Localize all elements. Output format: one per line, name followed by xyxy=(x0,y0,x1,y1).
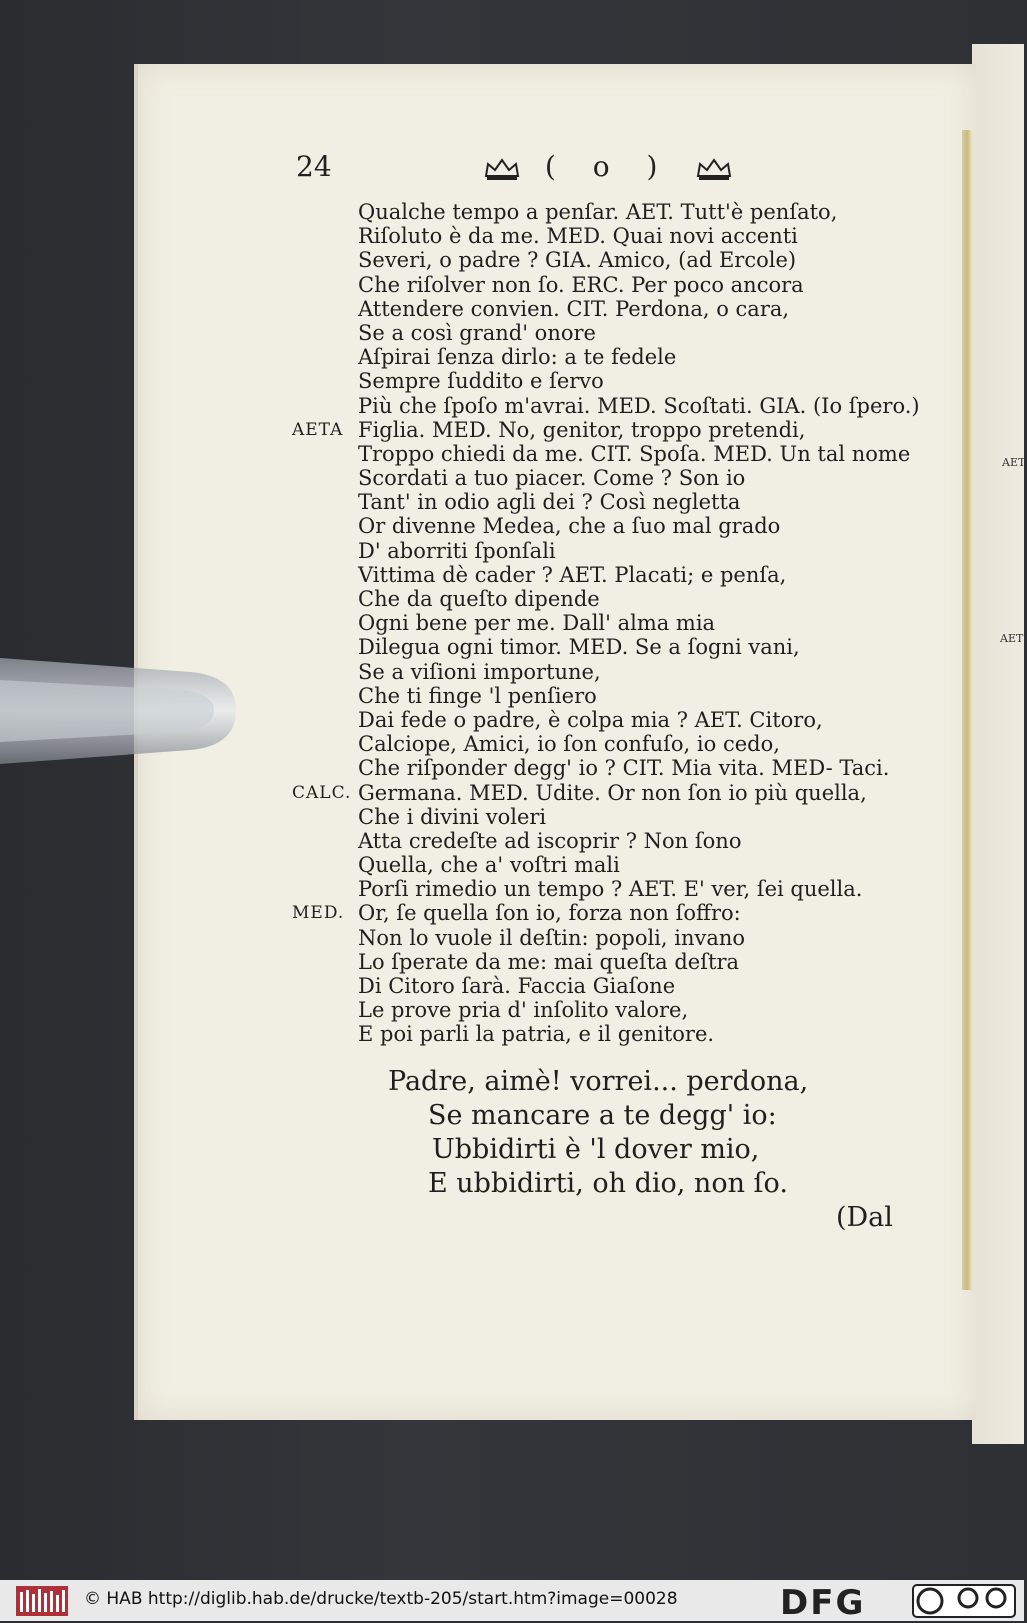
side-mark: AET. xyxy=(1002,456,1027,469)
text-line xyxy=(292,805,932,829)
verse-text: Calciope, Amici, io ſon confuſo, io cedo, xyxy=(358,732,780,757)
verse-text: Che da queſto dipende xyxy=(358,587,600,611)
dfg-logo: DFG xyxy=(780,1583,866,1623)
verse-text: Che riſponder degg' io ? CIT. Mia vita. MED- Taci. xyxy=(358,756,890,781)
verse-text: Quella, che a' voſtri mali xyxy=(358,853,620,878)
cc-license-icon[interactable] xyxy=(912,1584,1016,1618)
verse-text: Che riſolver non ſo. ERC. Per poco ancora xyxy=(358,272,804,297)
running-head xyxy=(296,150,916,190)
verse-text: Porſi rimedio un tempo ? AET. E' ver, ſei quella. xyxy=(358,877,863,902)
text-line xyxy=(292,297,932,321)
text-line xyxy=(292,200,932,224)
verse-text: Vittima dè cader ? AET. Placati; e penſa, xyxy=(358,562,787,587)
text-line xyxy=(292,684,932,708)
dialogue-text xyxy=(292,200,932,1047)
verse-text: Or, ſe quella ſon io, forza non ſoffro: xyxy=(358,901,741,926)
verse-text: Non lo vuole il deſtin: popoli, invano xyxy=(358,925,746,950)
speaker-label: AETA xyxy=(292,419,344,440)
text-line xyxy=(292,466,932,490)
aria-line: E ubbidirti, oh dio, non ſo. xyxy=(428,1168,788,1199)
verse-text: Germana. MED. Udite. Or non ſon io più quella, xyxy=(358,780,867,805)
head-center-text: ( o ) xyxy=(544,150,672,183)
text-line xyxy=(292,635,932,659)
facing-page xyxy=(972,44,1027,1444)
text-line xyxy=(292,1022,932,1046)
text-line xyxy=(292,950,932,974)
text-line xyxy=(292,974,932,998)
verse-text: E poi parli la patria, e il genitore. xyxy=(358,1022,715,1047)
verse-text: Dai fede o padre, è colpa mia ? AET. Citoro, xyxy=(358,707,823,732)
verse-text: D' aborriti ſponſali xyxy=(358,538,556,563)
text-line xyxy=(292,418,932,442)
verse-text: Più che ſpoſo m'avrai. MED. Scoſtati. GIA. (Io ſpero.) xyxy=(358,393,920,418)
text-line xyxy=(292,611,932,635)
verse-text: Attendere convien. CIT. Perdona, o cara, xyxy=(358,296,790,321)
hab-logo-icon xyxy=(16,1586,68,1616)
text-line xyxy=(292,998,932,1022)
crown-icon xyxy=(482,156,522,182)
aria-line: Se mancare a te degg' io: xyxy=(428,1100,777,1131)
verse-text: Riſoluto è da me. MED. Quai novi accenti xyxy=(358,224,798,249)
verse-text: Atta credeſte ad iscoprir ? Non ſono xyxy=(358,828,742,853)
text-line xyxy=(292,587,932,611)
text-line xyxy=(292,781,932,805)
speaker-label: CALC. xyxy=(292,782,352,803)
page-number: 24 xyxy=(296,150,332,183)
verse-text: Se a viſioni importune, xyxy=(358,659,601,684)
speaker-label: MED. xyxy=(292,903,345,924)
verse-text: Che i divini voleri xyxy=(358,804,547,829)
footer-bar xyxy=(0,1580,1024,1621)
text-line xyxy=(292,273,932,297)
page-edge xyxy=(962,130,972,1290)
verse-text: Qualche tempo a penſar. AET. Tutt'è penſato, xyxy=(358,200,838,224)
text-line xyxy=(292,224,932,248)
head-ornament xyxy=(482,150,734,183)
verse-text: Scordati a tuo piacer. Come ? Son io xyxy=(358,466,746,491)
verse-text: Ogni bene per me. Dall' alma mia xyxy=(358,611,716,636)
verse-text: Le prove pria d' inſolito valore, xyxy=(358,998,689,1023)
text-line xyxy=(292,442,932,466)
verse-text: Troppo chiedi da me. CIT. Spoſa. MED. Un tal nome xyxy=(358,441,911,466)
verse-text: Dilegua ogni timor. MED. Se a ſogni vani, xyxy=(358,635,800,660)
footer-url[interactable]: © HAB http://diglib.hab.de/drucke/textb-205/start.htm?image=00028 xyxy=(84,1589,678,1609)
verse-text: Figlia. MED. No, genitor, troppo pretendi, xyxy=(358,417,806,442)
page-clip xyxy=(0,650,236,770)
text-line xyxy=(292,248,932,272)
aria-line: Padre, aimè! vorrei... perdona, xyxy=(388,1066,809,1097)
verse-text: Tant' in odio agli dei ? Così negletta xyxy=(358,490,741,515)
text-line xyxy=(292,732,932,756)
verse-text: Sempre ſuddito e ſervo xyxy=(358,369,604,394)
verse-text: Or divenne Medea, che a ſuo mal grado xyxy=(358,514,781,539)
verse-text: Che ti finge 'l penſiero xyxy=(358,683,597,708)
text-line xyxy=(292,369,932,393)
text-line xyxy=(292,345,932,369)
text-line xyxy=(292,926,932,950)
verse-text: Lo ſperate da me: mai queſta deſtra xyxy=(358,949,740,974)
text-line xyxy=(292,563,932,587)
text-line xyxy=(292,321,932,345)
text-line xyxy=(292,756,932,780)
side-mark: AET xyxy=(1000,632,1024,645)
text-line xyxy=(292,490,932,514)
catchword: (Dal xyxy=(836,1202,893,1233)
verse-text: Di Citoro ſarà. Faccia Giaſone xyxy=(358,974,676,998)
verse-text: Se a così grand' onore xyxy=(358,320,596,345)
text-line xyxy=(292,829,932,853)
crown-icon xyxy=(694,156,734,182)
text-line xyxy=(292,853,932,877)
text-line xyxy=(292,660,932,684)
text-line xyxy=(292,514,932,538)
verse-text: Aſpirai ſenza dirlo: a te fedele xyxy=(358,345,677,370)
text-line xyxy=(292,539,932,563)
verse-text: Severi, o padre ? GIA. Amico, (ad Ercole) xyxy=(358,248,797,273)
text-line xyxy=(292,708,932,732)
text-line xyxy=(292,877,932,901)
text-line xyxy=(292,394,932,418)
aria-line: Ubbidirti è 'l dover mio, xyxy=(432,1134,760,1165)
text-line xyxy=(292,901,932,925)
